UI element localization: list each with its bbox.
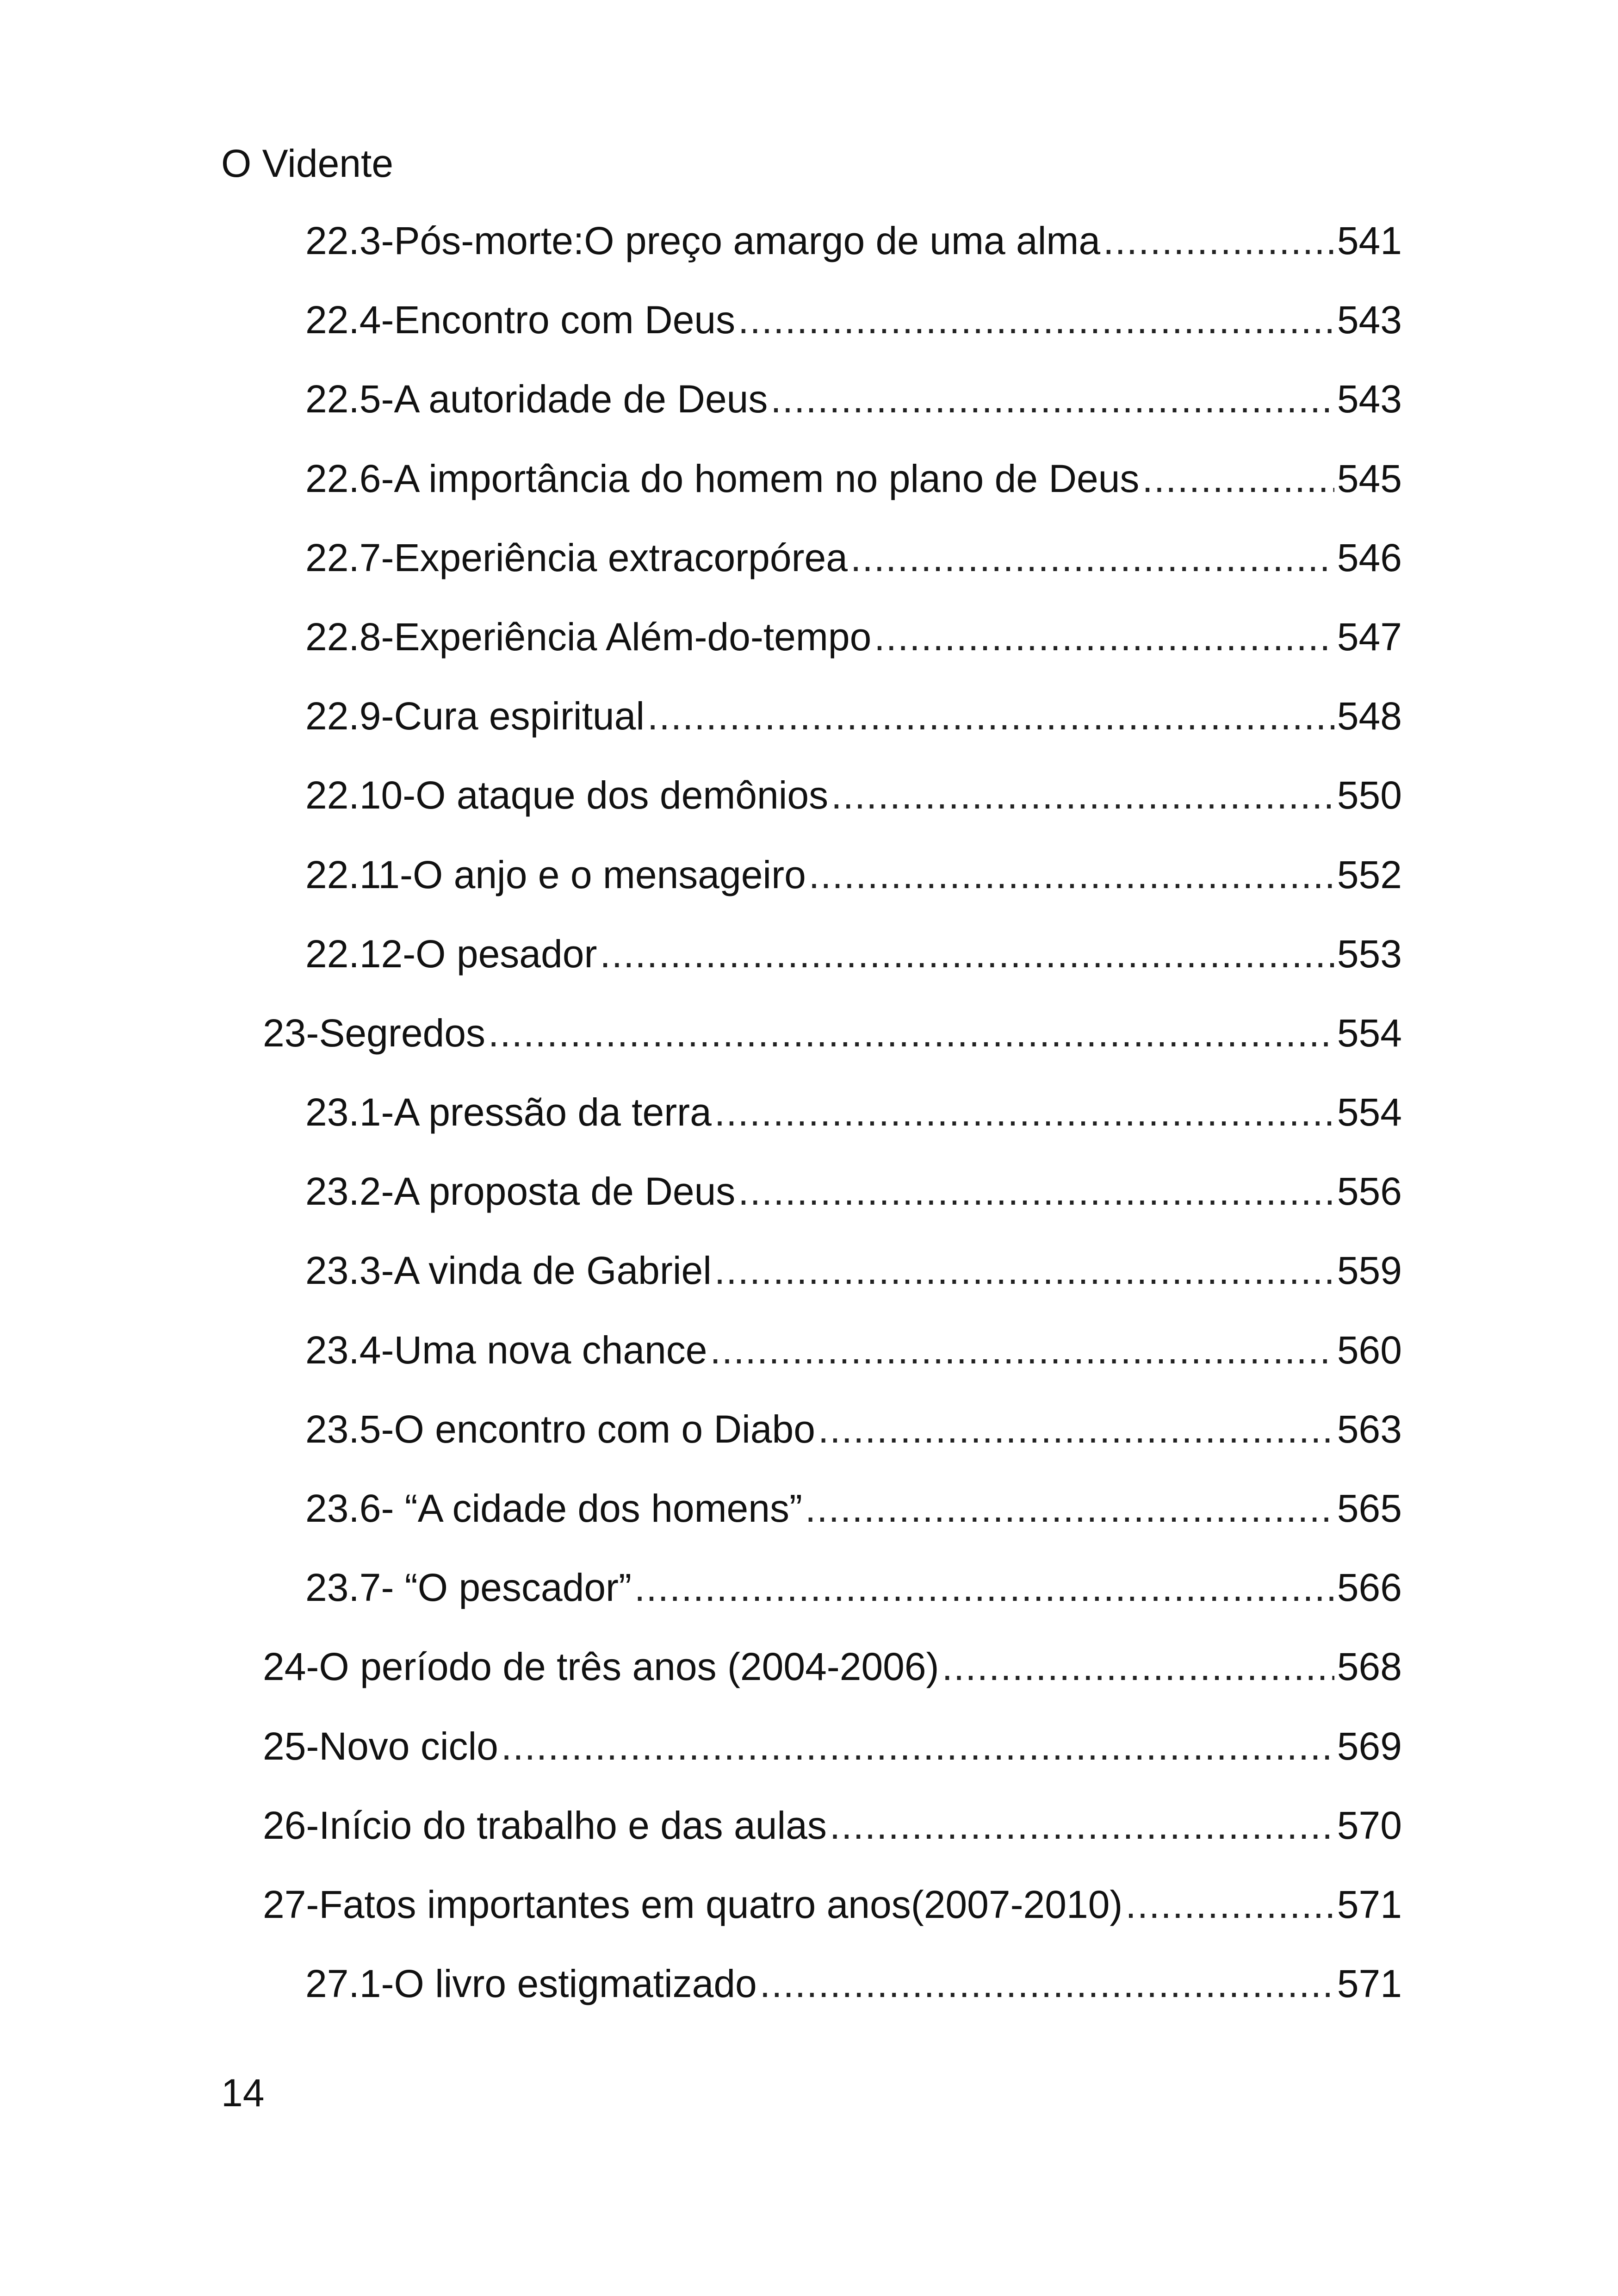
toc-entry-title: 25-Novo ciclo	[263, 1724, 498, 1768]
toc-entry-title: 26-Início do trabalho e das aulas	[263, 1803, 827, 1847]
toc-entry-title: 23.7- “O pescador”	[305, 1566, 632, 1610]
toc-entry[interactable]	[0, 849, 1618, 928]
toc-entry-page: 563	[1337, 1407, 1402, 1451]
toc-entry-title: 22.11-O anjo e o mensageiro	[305, 852, 806, 896]
toc-entry-title: 23.6- “A cidade dos homens”	[305, 1487, 802, 1530]
dot-leader	[634, 1562, 1334, 1613]
toc-entry-title: 23-Segredos	[263, 1011, 485, 1055]
toc-entry[interactable]	[0, 1008, 1618, 1087]
toc-entry-page: 554	[1337, 1011, 1402, 1055]
toc-entry-title: 22.12-O pesador	[305, 932, 597, 976]
dot-leader	[809, 849, 1334, 900]
toc-entry[interactable]	[0, 1325, 1618, 1404]
dot-leader	[942, 1641, 1334, 1692]
running-header: O Vidente	[221, 142, 394, 185]
dot-leader	[874, 611, 1334, 662]
toc-entry[interactable]	[0, 1166, 1618, 1245]
toc-entry[interactable]	[0, 1721, 1618, 1800]
toc-entry-title: 22.7-Experiência extracorpórea	[305, 535, 848, 579]
toc-entry-title: 22.9-Cura espiritual	[305, 694, 645, 738]
toc-entry[interactable]	[0, 928, 1618, 1008]
toc-entry-page: 552	[1337, 852, 1402, 896]
toc-entry[interactable]	[0, 532, 1618, 611]
toc-entry-page: 556	[1337, 1170, 1402, 1213]
toc-entry-title: 23.2-A proposta de Deus	[305, 1170, 736, 1213]
toc-entry[interactable]	[0, 770, 1618, 849]
toc-entry-page: 568	[1337, 1645, 1402, 1689]
toc-entry-title: 23.4-Uma nova chance	[305, 1328, 707, 1372]
toc-entry-title: 23.5-O encontro com o Diabo	[305, 1407, 815, 1451]
dot-leader	[501, 1721, 1334, 1772]
toc-entry-page: 559	[1337, 1249, 1402, 1293]
toc-entry-page: 571	[1337, 1882, 1402, 1926]
dot-leader	[488, 1008, 1334, 1058]
toc-entry[interactable]	[0, 1562, 1618, 1641]
dot-leader	[714, 1245, 1334, 1296]
toc-entry[interactable]	[0, 1087, 1618, 1166]
toc-entry-page: 570	[1337, 1803, 1402, 1847]
toc-entry[interactable]	[0, 691, 1618, 770]
toc-entry[interactable]	[0, 1483, 1618, 1562]
toc-entry-page: 546	[1337, 535, 1402, 579]
dot-leader	[831, 770, 1334, 821]
dot-leader	[738, 294, 1334, 345]
dot-leader	[760, 1958, 1334, 2009]
toc-entry-page: 565	[1337, 1487, 1402, 1530]
toc-entry-page: 545	[1337, 456, 1402, 500]
toc-entry-page: 571	[1337, 1962, 1402, 2006]
toc-entry[interactable]	[0, 1245, 1618, 1324]
toc-entry-title: 27.1-O livro estigmatizado	[305, 1962, 757, 2006]
dot-leader	[770, 373, 1334, 424]
toc-entry[interactable]	[0, 1404, 1618, 1483]
table-of-contents	[0, 215, 1618, 2037]
toc-entry-page: 554	[1337, 1090, 1402, 1134]
toc-entry-page: 541	[1337, 219, 1402, 262]
toc-entry[interactable]	[0, 1958, 1618, 2037]
toc-entry-title: 22.4-Encontro com Deus	[305, 298, 736, 342]
page-number: 14	[221, 2071, 265, 2115]
toc-entry[interactable]	[0, 373, 1618, 453]
dot-leader	[818, 1404, 1334, 1455]
toc-entry-title: 22.6-A importância do homem no plano de Deus	[305, 456, 1140, 500]
dot-leader	[805, 1483, 1334, 1534]
dot-leader	[738, 1166, 1334, 1217]
toc-entry-page: 553	[1337, 932, 1402, 976]
toc-entry[interactable]	[0, 611, 1618, 691]
toc-entry-title: 22.8-Experiência Além-do-tempo	[305, 615, 872, 659]
toc-entry[interactable]	[0, 1879, 1618, 1958]
dot-leader	[1103, 215, 1334, 266]
toc-entry-page: 543	[1337, 298, 1402, 342]
toc-entry[interactable]	[0, 1641, 1618, 1720]
dot-leader	[714, 1087, 1334, 1138]
dot-leader	[1125, 1879, 1334, 1930]
toc-entry-title: 22.10-O ataque dos demônios	[305, 773, 829, 817]
toc-entry-page: 560	[1337, 1328, 1402, 1372]
toc-entry-page: 569	[1337, 1724, 1402, 1768]
dot-leader	[710, 1325, 1334, 1375]
toc-entry-page: 548	[1337, 694, 1402, 738]
dot-leader	[647, 691, 1334, 741]
toc-entry-title: 23.1-A pressão da terra	[305, 1090, 712, 1134]
toc-entry-page: 550	[1337, 773, 1402, 817]
toc-entry-title: 24-O período de três anos (2004-2006)	[263, 1645, 939, 1689]
toc-entry-title: 23.3-A vinda de Gabriel	[305, 1249, 712, 1293]
toc-entry[interactable]	[0, 294, 1618, 373]
toc-entry-title: 27-Fatos importantes em quatro anos(2007-2010)	[263, 1882, 1123, 1926]
toc-entry-page: 543	[1337, 377, 1402, 421]
dot-leader	[1142, 453, 1334, 504]
toc-entry[interactable]	[0, 1800, 1618, 1879]
toc-entry[interactable]	[0, 215, 1618, 294]
toc-entry-page: 566	[1337, 1566, 1402, 1610]
dot-leader	[600, 928, 1334, 979]
toc-entry-title: 22.5-A autoridade de Deus	[305, 377, 768, 421]
dot-leader	[830, 1800, 1334, 1851]
toc-entry-title: 22.3-Pós-morte:O preço amargo de uma alma	[305, 219, 1101, 262]
toc-entry[interactable]	[0, 453, 1618, 532]
dot-leader	[850, 532, 1334, 583]
toc-entry-page: 547	[1337, 615, 1402, 659]
